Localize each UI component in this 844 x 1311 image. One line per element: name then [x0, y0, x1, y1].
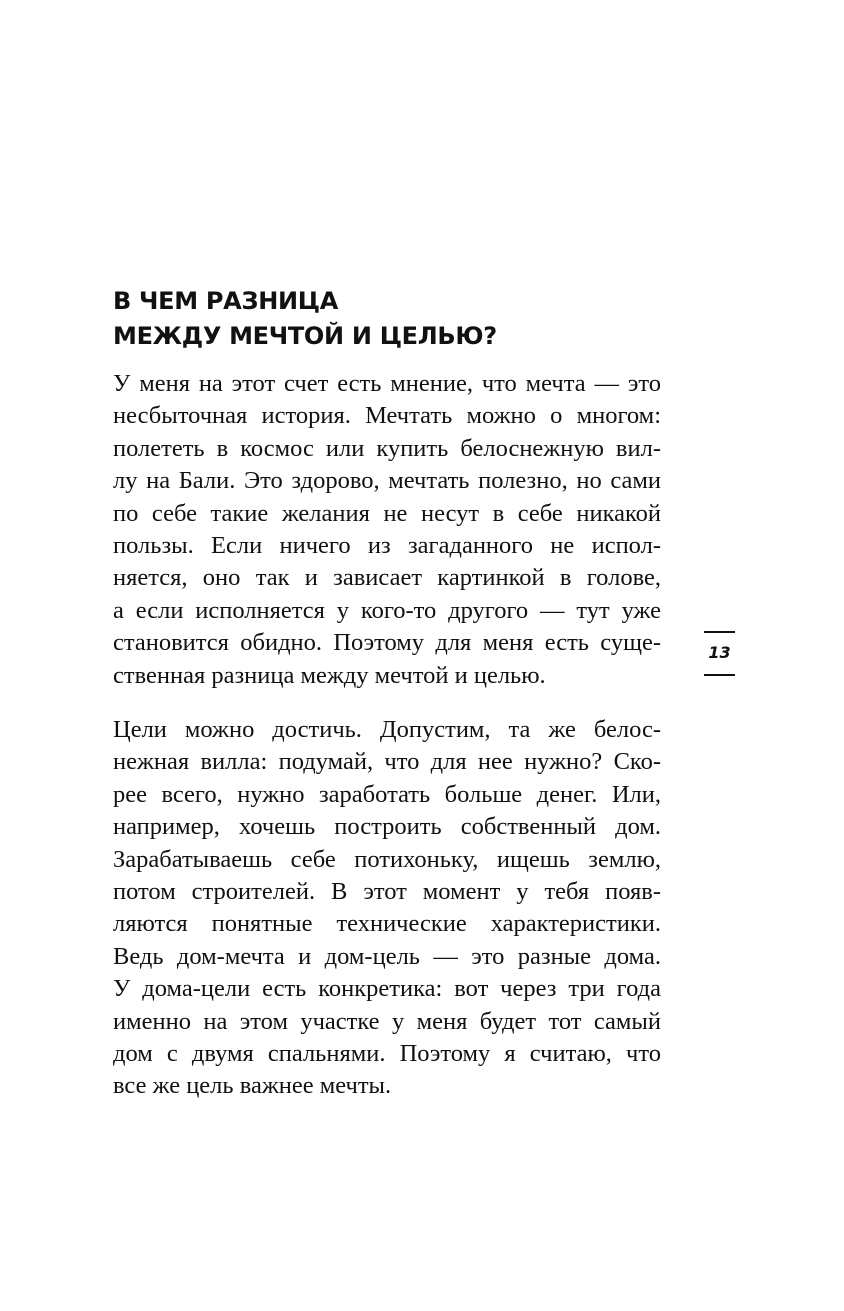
paragraph-line: становится обидно. Поэтому для меня есть суще- — [113, 629, 661, 657]
paragraph-line: по себе такие желания не несут в себе никакой — [113, 499, 661, 527]
page-number-block — [704, 631, 735, 676]
paragraph-line: а если исполняется у кого-то другого — тут уже — [113, 596, 661, 624]
paragraph-line: Ведь дом-мечта и дом-цель — это разные дома. — [113, 942, 661, 970]
paragraph-line: пользы. Если ничего из загаданного не испол- — [113, 532, 661, 560]
page-number-top-rule — [704, 631, 735, 633]
paragraph-line: потом строителей. В этот момент у тебя появ- — [113, 878, 661, 906]
paragraph-line: лу на Бали. Это здорово, мечтать полезно, но сами — [113, 467, 661, 495]
paragraph-line: все же цель важнее мечты. — [113, 1072, 392, 1100]
paragraph-line: У меня на этот счет есть мнение, что мечта — это — [113, 370, 661, 397]
page-number-bottom-rule — [704, 674, 735, 676]
paragraph-line: Зарабатываешь себе потихоньку, ищешь землю, — [113, 845, 661, 873]
paragraph-line: несбыточная история. Мечтать можно о многом: — [113, 402, 661, 430]
paragraph-1 — [113, 368, 661, 692]
paragraph-line: ляются понятные технические характеристики. — [113, 910, 661, 938]
paragraph-2 — [113, 714, 661, 1103]
section-heading — [113, 284, 497, 354]
paragraph-line: рее всего, нужно заработать больше денег. Или, — [113, 780, 661, 808]
paragraph-line: полететь в космос или купить белоснежную вил- — [113, 434, 661, 462]
paragraph-line: дом с двумя спальнями. Поэтому я считаю, что — [113, 1040, 661, 1068]
paragraph-line: например, хочешь построить собственный дом. — [113, 813, 661, 841]
paragraph-line: Цели можно достичь. Допустим, та же белос- — [113, 716, 661, 743]
paragraph-line: именно на этом участке у меня будет тот самый — [113, 1007, 661, 1035]
section-heading-line: В ЧЕМ РАЗНИЦА — [113, 287, 339, 315]
paragraph-line: нежная вилла: подумай, что для нее нужно? Ско- — [113, 748, 661, 776]
paragraph-line: У дома-цели есть конкретика: вот через три года — [113, 975, 661, 1003]
paragraph-line: ственная разница между мечтой и целью. — [113, 661, 546, 689]
page-number: 13 — [708, 643, 731, 662]
paragraph-line: няется, оно так и зависает картинкой в голове, — [113, 564, 661, 592]
section-heading-line: МЕЖДУ МЕЧТОЙ И ЦЕЛЬЮ? — [113, 322, 497, 350]
